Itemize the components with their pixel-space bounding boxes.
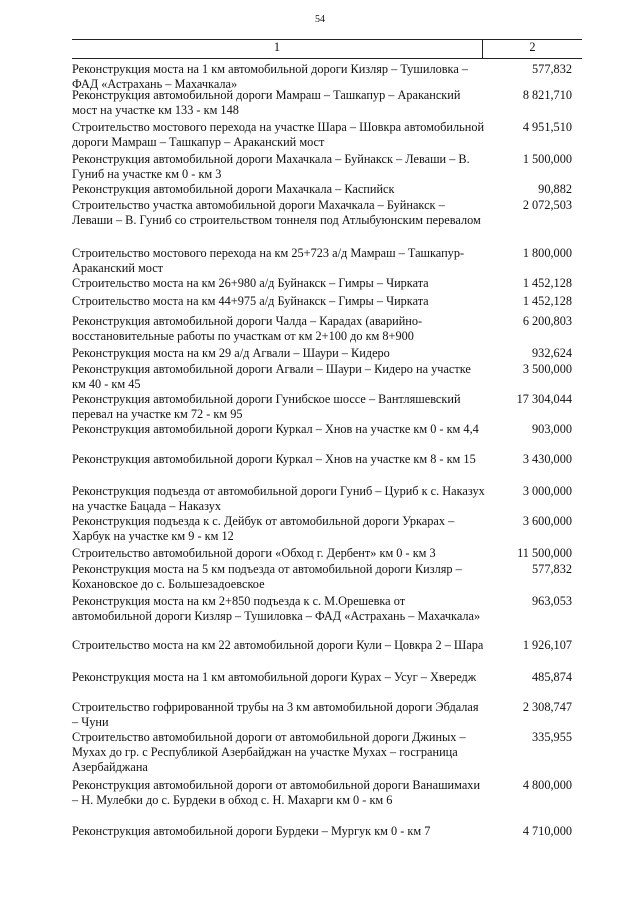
row-amount: 1 500,000 [522,152,572,166]
row-description: Реконструкция автомобильной дороги Махачкала – Каспийск [72,182,395,196]
row-description: Строительство моста на км 26+980 а/д Буйнакск – Гимры – Чиркатa [72,276,429,290]
table-row [72,294,582,309]
row-description: Реконструкция моста на км 29 а/д Агвали – Шаури – Кидеро [72,346,390,360]
row-description: Строительство автомобильной дороги от автомобильной дороги Джиных – Мухах до гр. с Республикой Азербайджан на участке Мухах – госграница Азербайджана [72,730,466,774]
row-description: Реконструкция автомобильной дороги Чалда – Карадах (аварийно-восстановительные работы по участкам от км 2+100 до км 8+900 [72,314,423,343]
row-description: Реконструкция автомобильной дороги Мамраш – Ташкапур – Араканский мост на участке км 133 - км 148 [72,88,461,117]
table-row [72,514,582,544]
row-amount: 335,955 [532,730,572,744]
table-row [72,594,582,624]
row-amount: 3 500,000 [522,362,572,376]
row-description: Строительство участка автомобильной дороги Махачкала – Буйнакск – Леваши – В. Гуниб со строительством тоннеля под Атлыбуюнским перевалом [72,198,481,227]
row-amount: 17 304,044 [516,392,572,406]
row-description: Строительство мостового перехода на км 25+723 а/д Мамраш – Ташкапур-Араканский мост [72,246,465,275]
row-amount: 11 500,000 [517,546,572,560]
row-description: Реконструкция автомобильной дороги Куркал – Хнов на участке км 8 - км 15 [72,452,476,466]
table-row [72,152,582,182]
table-row [72,484,582,514]
table-row [72,730,582,775]
row-description: Реконструкция автомобильной дороги Гунибское шоссе – Вантляшевский перевал на участке км 72 - км 95 [72,392,461,421]
row-description: Строительство мостового перехода на участке Шара – Шовкра автомобильной дороги Мамраш – Ташкапур – Араканский мост [72,120,485,149]
column-header-1: 1 [72,40,483,58]
row-amount: 4 710,000 [522,824,572,838]
table-row [72,198,582,228]
table-row [72,392,582,422]
row-amount: 2 308,747 [522,700,572,714]
row-description: Реконструкция подъезда от автомобильной дороги Гуниб – Цуриб к с. Наказух на участке Бацада – Наказух [72,484,485,513]
row-amount: 577,832 [532,562,572,576]
row-description: Реконструкция автомобильной дороги Куркал – Хнов на участке км 0 - км 4,4 [72,422,479,436]
table-row [72,778,582,808]
document-table [72,39,582,838]
table-row [72,824,582,839]
row-amount: 577,832 [532,62,572,76]
row-amount: 485,874 [532,670,572,684]
table-row [72,182,582,197]
row-description: Строительство гофрированной трубы на 3 км автомобильной дороги Эбдалая – Чуни [72,700,479,729]
table-row [72,276,582,291]
row-amount: 1 452,128 [522,276,572,290]
row-description: Реконструкция моста на 5 км подъезда от автомобильной дороги Кизляр – Кохановское до с. Большезадоевское [72,562,462,591]
row-description: Реконструкция моста на км 2+850 подъезда к с. М.Орешевка от автомобильной дороги Кизляр – Тушиловка – ФАД «Астрахань – Махачкала» [72,594,481,623]
table-row [72,362,582,392]
row-amount: 3 430,000 [522,452,572,466]
table-row [72,638,582,653]
row-amount: 932,624 [532,346,572,360]
table-row [72,452,582,467]
row-description: Реконструкция автомобильной дороги Бурдеки – Мургук км 0 - км 7 [72,824,431,838]
table-header [72,39,582,59]
table-row [72,546,582,561]
row-description: Строительство моста на км 44+975 а/д Буйнакск – Гимры – Чиркатa [72,294,429,308]
table-row [72,120,582,150]
row-description: Реконструкция моста на 1 км автомобильной дороги Кизляр – Тушиловка – ФАД «Астрахань – Махачкала» [72,62,469,91]
table-row [72,670,582,685]
table-row [72,346,582,361]
table-row [72,246,582,276]
row-description: Строительство автомобильной дороги «Обход г. Дербент» км 0 - км 3 [72,546,436,560]
table-row [72,562,582,592]
column-header-2: 2 [529,40,536,54]
row-amount: 903,000 [532,422,572,436]
row-amount: 3 000,000 [522,484,572,498]
row-amount: 6 200,803 [522,314,572,328]
row-description: Реконструкция моста на 1 км автомобильной дороги Курах – Усуг – Хвередж [72,670,477,684]
row-description: Строительство моста на км 22 автомобильной дороги Кули – Цовкра 2 – Шара [72,638,484,652]
row-description: Реконструкция подъезда к с. Дейбук от автомобильной дороги Уркарах – Харбук на участке км 9 - км 12 [72,514,455,543]
row-amount: 963,053 [532,594,572,608]
row-description: Реконструкция автомобильной дороги Махачкала – Буйнакск – Леваши – В. Гуниб на участке км 0 - км 3 [72,152,470,181]
table-row [72,88,582,118]
row-amount: 90,882 [538,182,572,196]
row-amount: 3 600,000 [522,514,572,528]
row-amount: 1 452,128 [522,294,572,308]
row-amount: 4 800,000 [522,778,572,792]
page-number: 54 [315,14,325,25]
row-description: Реконструкция автомобильной дороги Агвали – Шаури – Кидеро на участке км 40 - км 45 [72,362,471,391]
row-amount: 8 821,710 [522,88,572,102]
row-amount: 1 800,000 [522,246,572,260]
row-amount: 4 951,510 [522,120,572,134]
row-description: Реконструкция автомобильной дороги от автомобильной дороги Ванашимахи – Н. Мулебки до с. Бурдеки в обход с. Н. Махарги км 0 - км 6 [72,778,481,807]
row-amount: 2 072,503 [522,198,572,212]
row-amount: 1 926,107 [522,638,572,652]
table-row [72,700,582,730]
table-row [72,314,582,344]
table-row [72,422,582,437]
